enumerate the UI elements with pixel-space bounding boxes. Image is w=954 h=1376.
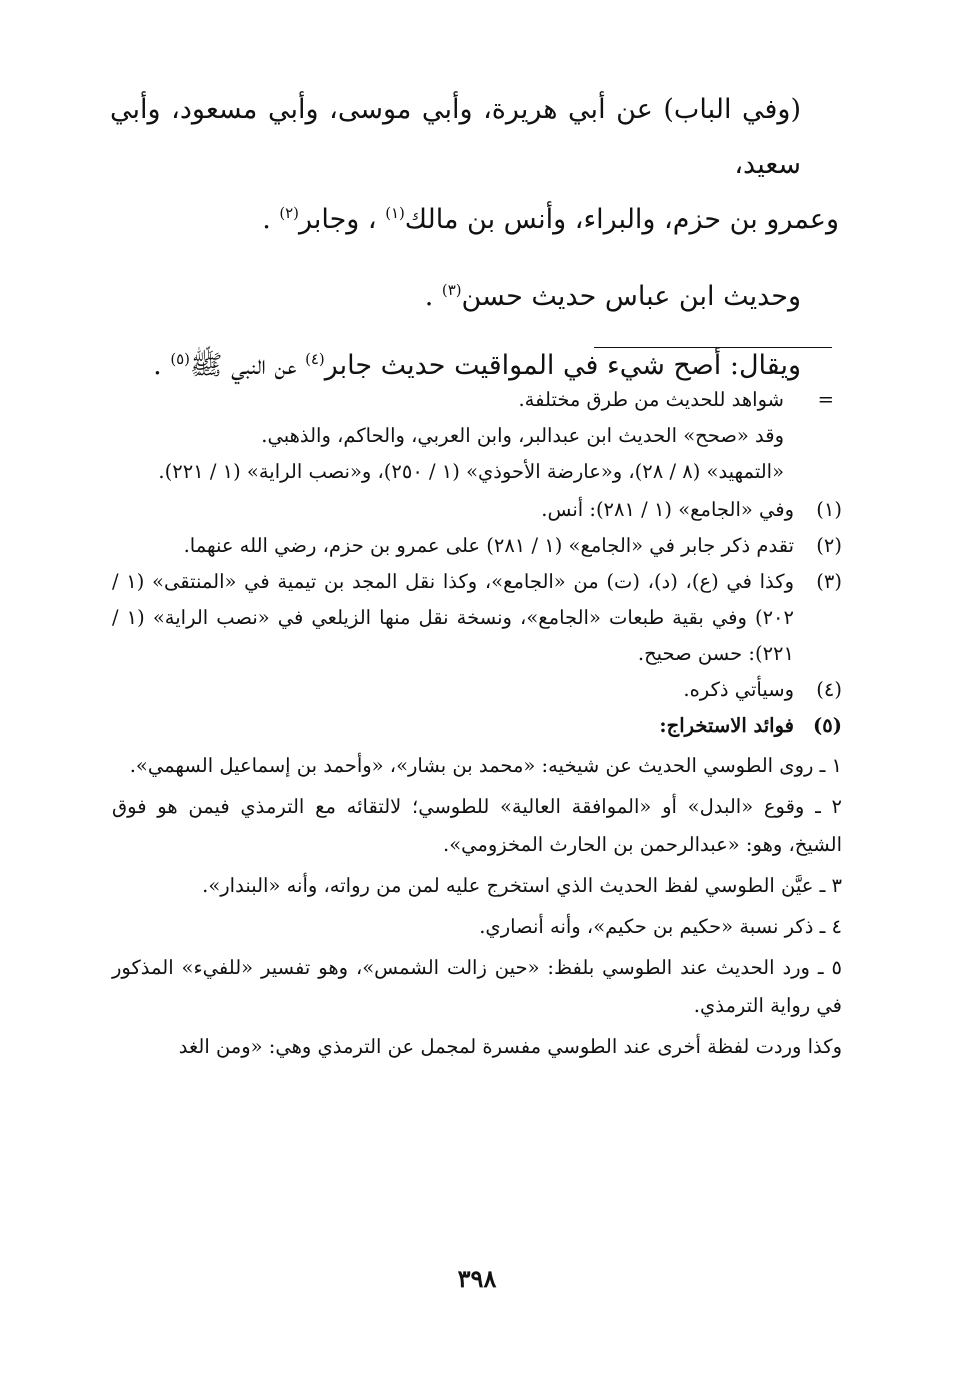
- footnote-line: وقد «صحح» الحديث ابن عبدالبر، وابن العربي، والحاكم، والذهبي.: [261, 424, 784, 447]
- footnote-ref[interactable]: (٤): [305, 350, 325, 368]
- footnote-number: (٥): [813, 714, 842, 737]
- footnote-list: [112, 492, 842, 744]
- footnote-item: [112, 708, 842, 744]
- benefit-point: ١ ـ روى الطوسي الحديث عن شيخيه: «محمد بن بشار»، «وأحمد بن إسماعيل السهمي».: [129, 754, 842, 777]
- footnote-number: (٣): [816, 570, 842, 593]
- main-line: وحديث ابن عباس حديث حسن: [461, 281, 801, 312]
- main-line: وعمرو بن حزم، والبراء، وأنس بن مالك: [404, 204, 839, 235]
- footnote-item: [112, 492, 842, 528]
- footnotes-section: [112, 382, 842, 1066]
- footnote-ref[interactable]: (٢): [279, 204, 299, 222]
- footnote-text: تقدم ذكر جابر في «الجامع» (١ / ٢٨١) على عمرو بن حزم، رضي الله عنهما.: [183, 534, 794, 557]
- main-line: .: [424, 281, 442, 312]
- footnote-number: (٤): [816, 678, 842, 701]
- benefit-point: ٥ ـ ورد الحديث عند الطوسي بلفظ: «حين زالت الشمس»، وهو تفسير «للفيء» المذكور في رواية الترمذي.: [112, 956, 842, 1017]
- footnote-text: وكذا في (ع)، (د)، (ت) من «الجامع»، وكذا نقل المجد بن تيمية في «المنتقى» (١ / ٢٠٢) وفي بقية طبعات «الجامع»، ونسخة نقل منها الزيلعي في «نصب الراية» (١ / ٢٢١): حسن صحيح.: [112, 570, 794, 665]
- footnote-item: [112, 564, 842, 672]
- benefit-point: وكذا وردت لفظة أخرى عند الطوسي مفسرة لمجمل عن الترمذي وهي: «ومن الغد: [178, 1035, 842, 1058]
- main-paragraph-1-cont: [110, 192, 839, 247]
- benefit-point: ٤ ـ ذكر نسبة «حكيم بن حكيم»، وأنه أنصاري.: [479, 915, 842, 938]
- footnote-text: وسيأتي ذكره.: [683, 678, 794, 701]
- footnote-ref[interactable]: (٥): [170, 350, 190, 368]
- footnote-heading: فوائد الاستخراج:: [659, 714, 794, 737]
- footnote-number: (٢): [816, 534, 842, 557]
- benefit-point: ٢ ـ وقوع «البدل» أو «الموافقة العالية» للطوسي؛ لالتقائه مع الترمذي فيمن هو فوق الشيخ، وهو: «عبدالرحمن بن الحارث المخزومي».: [112, 795, 842, 856]
- main-line: .: [153, 350, 171, 381]
- main-line: عن النبي ﷺ: [189, 350, 306, 381]
- main-line: ، وجابر: [298, 204, 386, 235]
- footnote-line: شواهد للحديث من طرق مختلفة.: [518, 388, 784, 411]
- continuation-marker: =: [817, 388, 834, 411]
- footnote-continuation: [112, 382, 842, 490]
- main-line: ويقال: أصح شيء في المواقيت حديث جابر: [324, 350, 801, 381]
- main-paragraph-1: [110, 82, 839, 192]
- footnote-item: [112, 528, 842, 564]
- footnote-number: (١): [816, 498, 842, 521]
- benefit-point: ٣ ـ عيَّن الطوسي لفظ الحديث الذي استخرج عليه لمن من رواته، وأنه «البندار».: [202, 874, 842, 897]
- main-line: (وفي الباب) عن أبي هريرة، وأبي موسى، وأبي مسعود، وأبي سعيد،: [110, 94, 801, 180]
- footnote-item: [112, 672, 842, 708]
- footnote-ref[interactable]: (٣): [441, 281, 462, 299]
- footnote-ref[interactable]: (١): [385, 204, 405, 222]
- footnote-text: وفي «الجامع» (١ / ٢٨١): أنس.: [541, 498, 794, 521]
- main-line: .: [262, 204, 280, 235]
- footnote-separator: [594, 347, 832, 348]
- main-paragraph-2: [110, 269, 839, 324]
- page-number: ٣٩٨: [457, 1264, 497, 1293]
- footnote-line: «التمهيد» (٨ / ٢٨)، و«عارضة الأحوذي» (١ / ٢٥٠)، و«نصب الراية» (١ / ٢٢١).: [158, 460, 784, 483]
